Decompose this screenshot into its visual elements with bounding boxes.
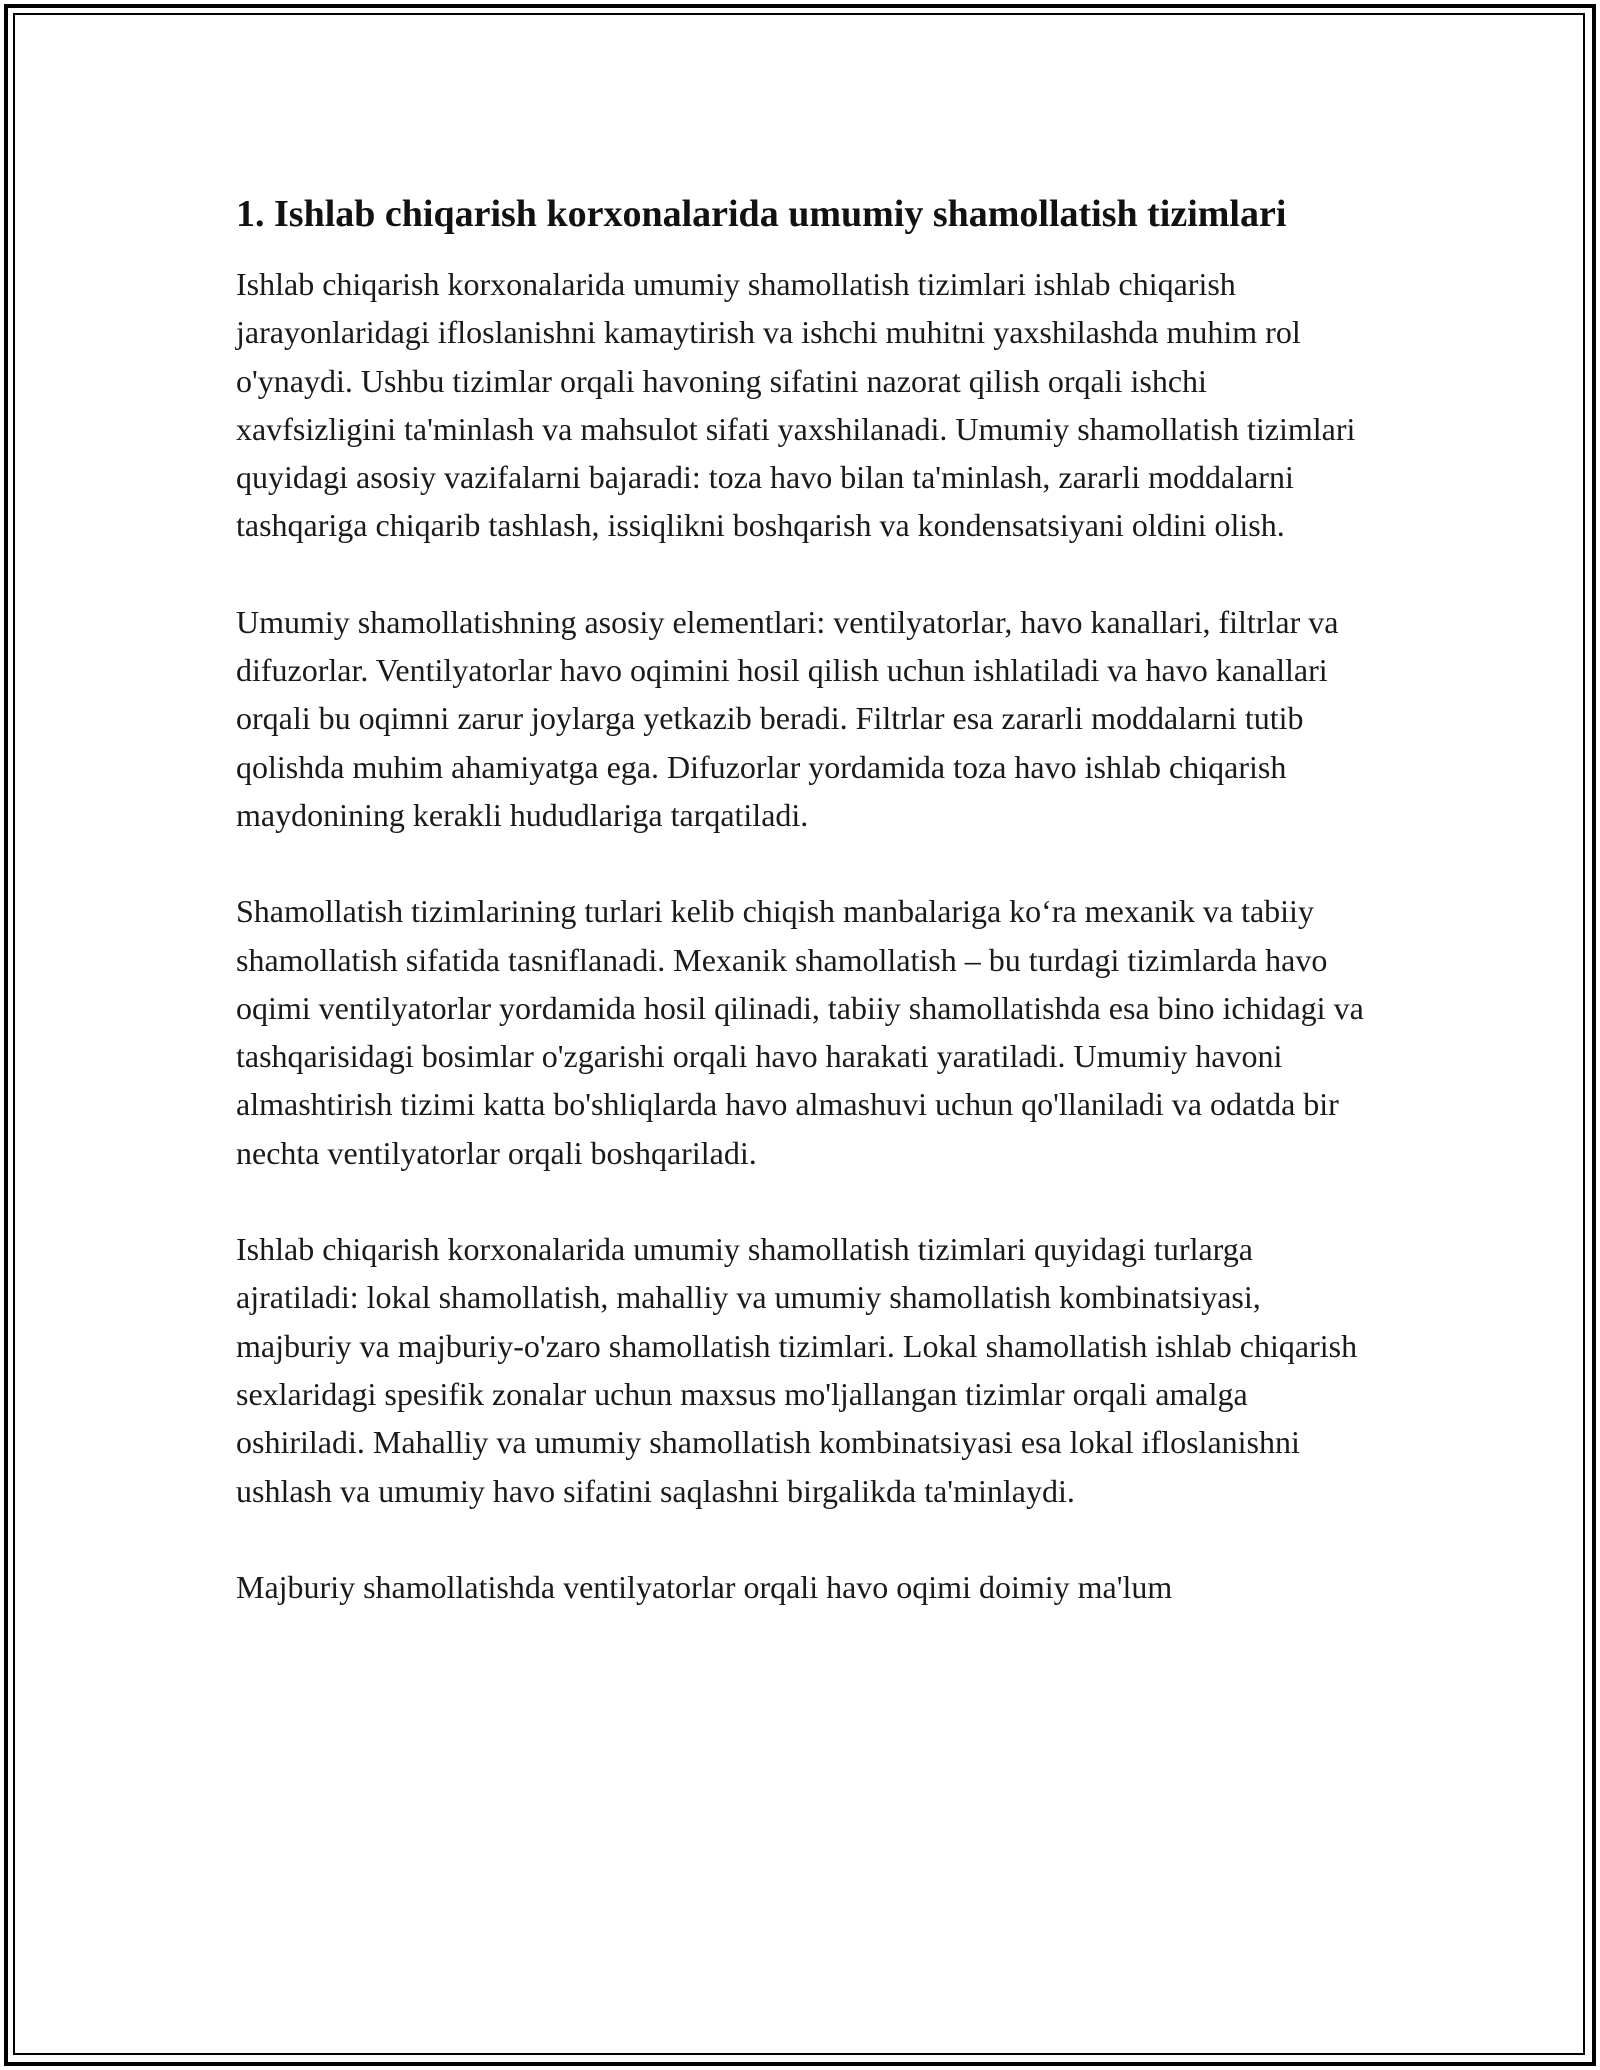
section-heading: 1. Ishlab chiqarish korxonalarida umumiy shamollatish tizimlari: [236, 193, 1287, 235]
paragraph: Ishlab chiqarish korxonalarida umumiy shamollatish tizimlari quyidagi turlarga ajratiladi: lokal shamollatish, mahalliy va umumiy shamollatish kombinatsiyasi, majburiy va majburiy-o'zaro shamollatish tizimlari. Lokal shamollatish ishlab chiqarish sexlaridagi spesifik zonalar uchun maxsus mo'ljallangan tizimlar orqali amalga oshiriladi. Mahalliy va umumiy shamollatish kombinatsiyasi esa lokal ifloslanishni ushlash va umumiy havo sifatini saqlashni birgalikda ta'minlaydi.: [236, 1231, 1358, 1509]
document-body: [236, 186, 1366, 1659]
paragraph: Shamollatish tizimlarining turlari kelib chiqish manbalariga koʻra mexanik va tabiiy shamollatish sifatida tasniflanadi. Mexanik shamollatish – bu turdagi tizimlarda havo oqimi ventilyatorlar yordamida hosil qilinadi, tabiiy shamollatishda esa bino ichidagi va tashqarisidagi bosimlar o'zgarishi orqali havo harakati yaratiladi. Umumiy havoni almashtirish tizimi katta bo'shliqlarda havo almashuvi uchun qo'llaniladi va odatda bir nechta ventilyatorlar orqali boshqariladi.: [236, 893, 1364, 1171]
paragraph: Majburiy shamollatishda ventilyatorlar orqali havo oqimi doimiy ma'lum: [236, 1568, 1173, 1605]
paragraph: Ishlab chiqarish korxonalarida umumiy shamollatish tizimlari ishlab chiqarish jarayonlaridagi ifloslanishni kamaytirish va ishchi muhitni yaxshilashda muhim rol o'ynaydi. Ushbu tizimlar orqali havoning sifatini nazorat qilish orqali ishchi xavfsizligini ta'minlash va mahsulot sifati yaxshilanadi. Umumiy shamollatish tizimlari quyidagi asosiy vazifalarni bajaradi: toza havo bilan ta'minlash, zararli moddalarni tashqariga chiqarib tashlash, issiqlikni boshqarish va kondensatsiyani oldini olish.: [236, 266, 1356, 544]
paragraph: Umumiy shamollatishning asosiy elementlari: ventilyatorlar, havo kanallari, filtrlar va difuzorlar. Ventilyatorlar havo oqimini hosil qilish uchun ishlatiladi va havo kanallari orqali bu oqimni zarur joylarga yetkazib beradi. Filtrlar esa zararli moddalarni tutib qolishda muhim ahamiyatga ega. Difuzorlar yordamida toza havo ishlab chiqarish maydonining kerakli hududlariga tarqatiladi.: [236, 603, 1339, 833]
